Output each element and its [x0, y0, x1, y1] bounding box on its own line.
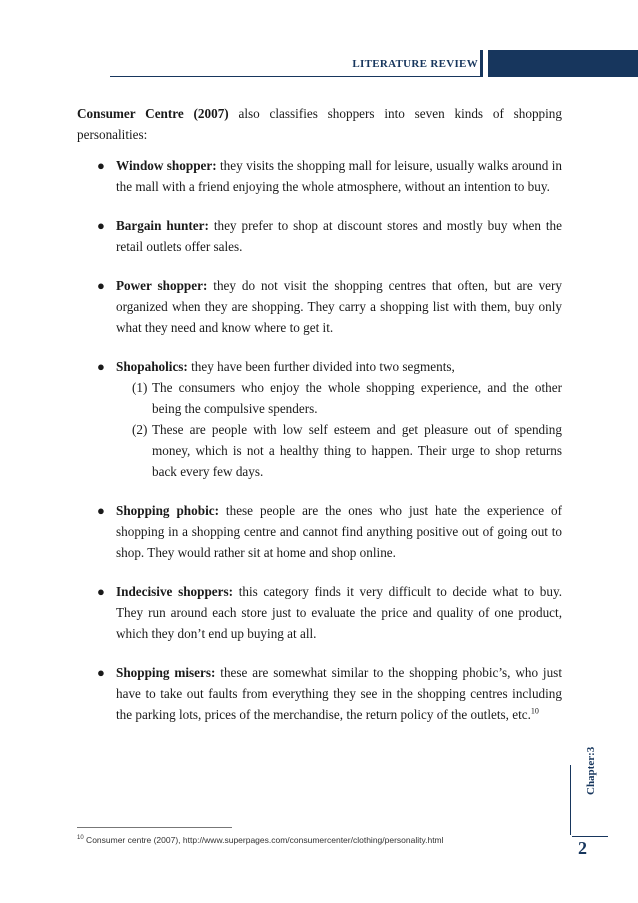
item-text: they have been further divided into two segments,	[187, 359, 455, 374]
item-term: Window shopper:	[116, 158, 217, 173]
item-term: Indecisive shoppers:	[116, 584, 234, 599]
list-item-power-shopper	[77, 275, 562, 338]
segment-number: (1)	[132, 380, 148, 395]
footnote-rule	[77, 827, 232, 828]
item-text: this category finds it very difficult to decide what to buy. They run around each store just to evaluate the price and quality of one product, which they don’t end up buying at all.	[116, 584, 563, 641]
bullet-icon: ●	[97, 218, 105, 233]
page-number-rule	[572, 836, 608, 837]
list-item-window-shopper	[77, 155, 562, 197]
header-bar	[488, 50, 638, 77]
chapter-rule	[570, 765, 571, 835]
segment-number: (2)	[132, 422, 148, 437]
list-item-shopping-phobic	[77, 500, 562, 563]
page-number: 2	[578, 838, 587, 858]
segment-item	[114, 419, 562, 482]
list-item-shopping-misers	[77, 662, 562, 725]
item-text: these are somewhat similar to the shopping phobic’s, who just have to take out faults from everything they see in the shopping centres including the parking lots, prices of the merchandise, the return policy of the outlets, etc.	[116, 665, 562, 722]
segment-text: The consumers who enjoy the whole shopping experience, and the other being the compulsive spenders.	[152, 380, 562, 416]
intro-paragraph	[77, 103, 562, 145]
list-item-indecisive-shoppers	[77, 581, 562, 644]
item-text: these people are the ones who just hate the experience of shopping in a shopping centre and cannot find anything positive out of going out to shop. They would rather sit at home and shop online.	[116, 503, 562, 560]
header-separator	[480, 50, 483, 77]
segment-item	[114, 377, 562, 419]
item-term: Bargain hunter:	[116, 218, 209, 233]
item-text: they visits the shopping mall for leisure, usually walks around in the mall with a friend enjoying the whole atmosphere, without an intention to buy.	[116, 158, 562, 194]
bullet-icon: ●	[97, 278, 105, 293]
item-term: Shopaholics:	[116, 359, 188, 374]
item-term: Shopping phobic:	[116, 503, 219, 518]
bullet-icon: ●	[97, 359, 105, 374]
footnote-number: 10	[77, 835, 84, 842]
item-text: they do not visit the shopping centres that often, but are very organized when they are shopping. They carry a shopping list with them, buy only what they need and know where to get it.	[116, 278, 562, 335]
shopper-list	[77, 155, 562, 725]
running-header: LITERATURE REVIEW	[352, 58, 478, 70]
list-item-shopaholics	[77, 356, 562, 482]
bullet-icon: ●	[97, 158, 105, 173]
item-text: they prefer to shop at discount stores and mostly buy when the retail outlets offer sales.	[116, 218, 562, 254]
footnote-reference[interactable]: 10	[530, 706, 539, 716]
bullet-icon: ●	[97, 665, 105, 680]
header-rule	[110, 76, 482, 77]
item-term: Shopping misers:	[116, 665, 216, 680]
segment-text: These are people with low self esteem and get pleasure out of spending money, which is not a healthy thing to happen. Their urge to shop returns back every few days.	[152, 422, 562, 479]
list-item-bargain-hunter	[77, 215, 562, 257]
shopaholic-segments	[116, 377, 562, 482]
bullet-icon: ●	[97, 503, 105, 518]
intro-source: Consumer Centre (2007)	[77, 106, 229, 121]
body-text	[77, 103, 562, 743]
footnote	[77, 835, 444, 845]
bullet-icon: ●	[97, 584, 105, 599]
chapter-label: Chapter:3	[585, 746, 597, 795]
footnote-text: Consumer centre (2007), http://www.superpages.com/consumercenter/clothing/personality.html	[83, 835, 444, 845]
item-term: Power shopper:	[116, 278, 208, 293]
intro-text: also classifies shoppers into seven kinds of shopping personalities:	[77, 106, 562, 142]
